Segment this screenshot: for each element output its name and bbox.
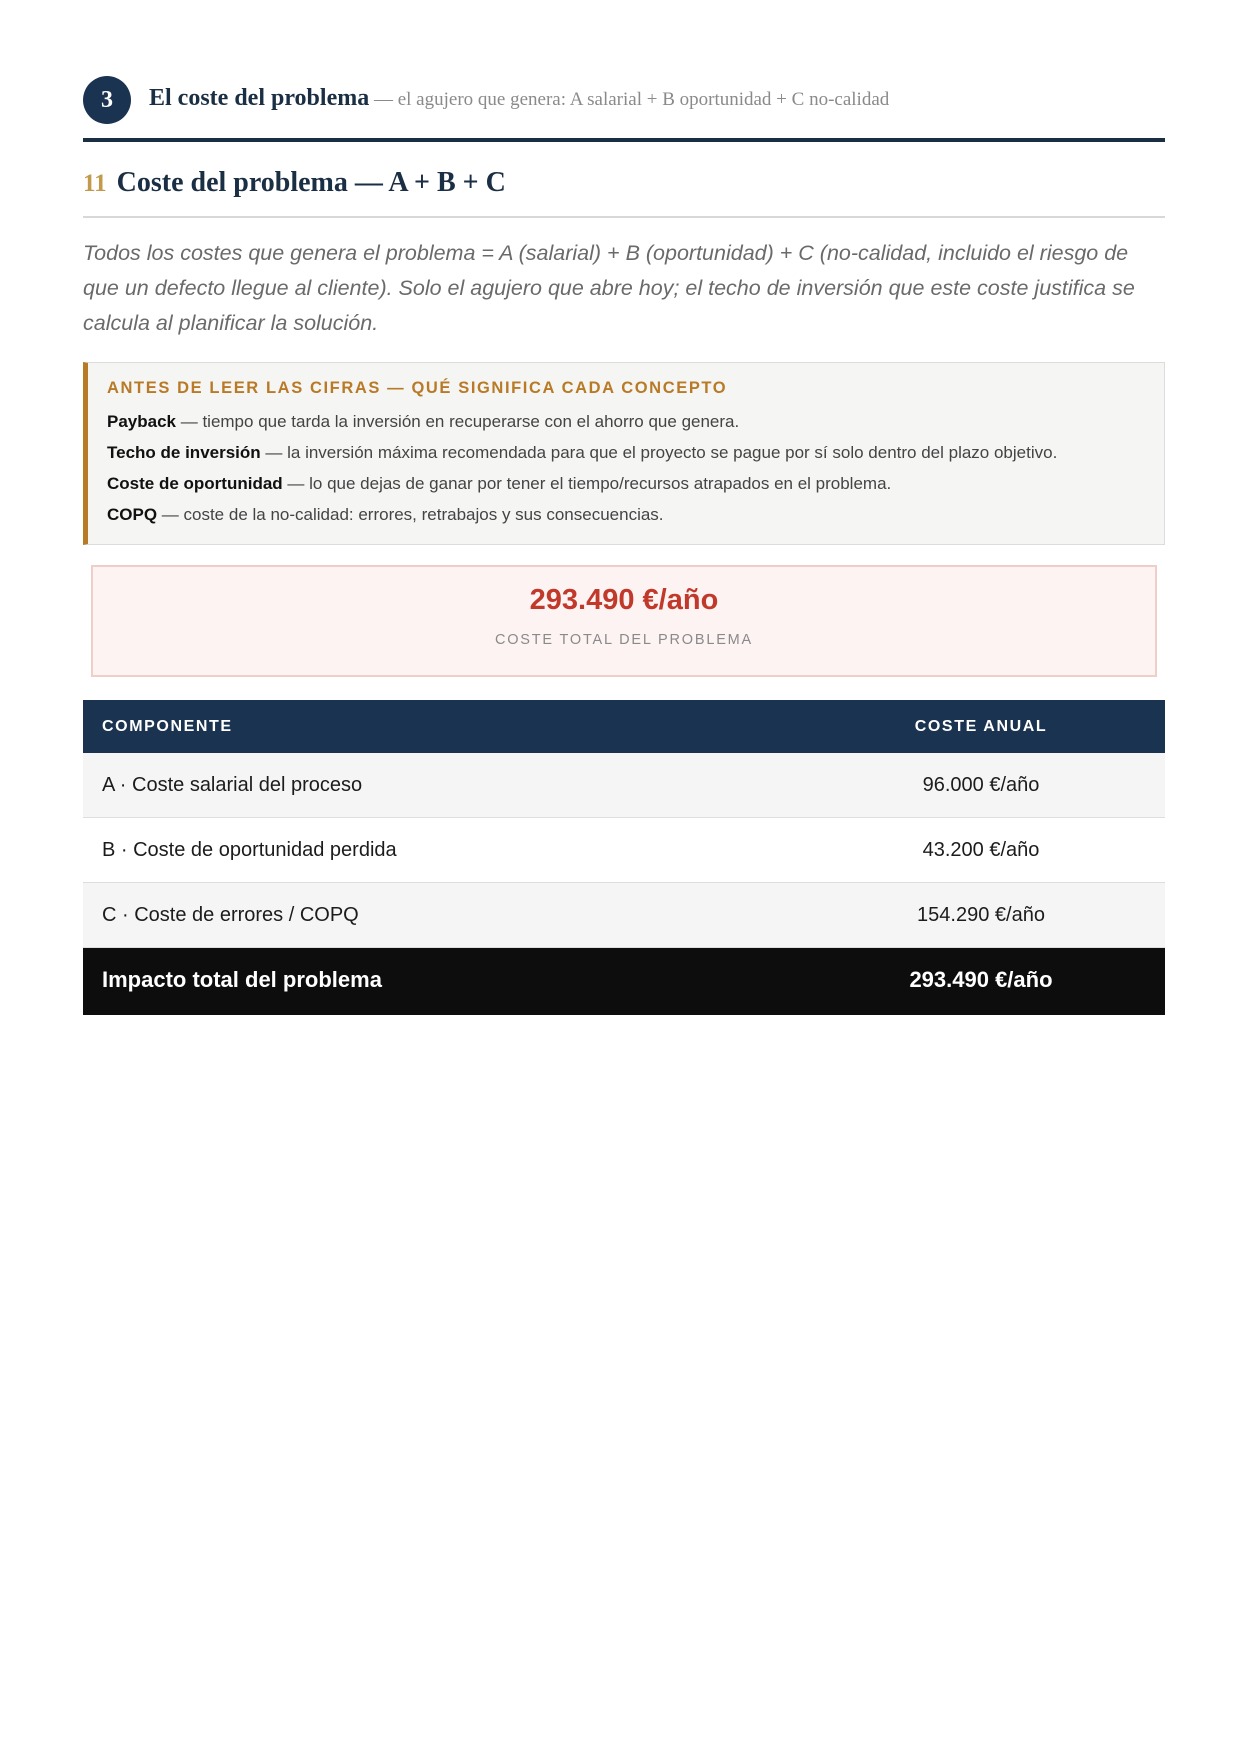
table-row xyxy=(83,753,1165,818)
glossary-item xyxy=(107,437,1146,468)
glossary-term: COPQ xyxy=(107,505,158,524)
section-number-badge: 3 xyxy=(83,76,131,124)
subsection-title: Coste del problema — A + B + C xyxy=(116,167,506,198)
section-subtitle: — el agujero que genera: A salarial + B oportunidad + C no-calidad xyxy=(369,89,890,110)
intro-paragraph: Todos los costes que genera el problema = A (salarial) + B (oportunidad) + C (no-calidad, incluido el riesgo de que un defecto llegue al cliente). Solo el agujero que abre hoy; el techo de inversión que este coste justifica se calcula al planificar la solución. xyxy=(83,241,1135,335)
total-cost-highlight xyxy=(91,565,1157,677)
total-cost-value: 293.490 €/año xyxy=(529,584,719,616)
section-title-text: El coste del problema xyxy=(149,85,370,111)
column-header-component: COMPONENTE xyxy=(83,700,797,753)
glossary-definition: — lo que dejas de ganar por tener el tiempo/recursos atrapados en el problema. xyxy=(282,474,892,493)
subsection-heading xyxy=(83,167,1165,218)
column-header-cost: COSTE ANUAL xyxy=(797,700,1165,753)
glossary-definition: — coste de la no-calidad: errores, retrabajos y sus consecuencias. xyxy=(157,505,664,524)
subsection-number: 11 xyxy=(83,170,107,197)
section-title xyxy=(149,85,889,112)
glossary-item xyxy=(107,499,1146,530)
component-cell: B · Coste de oportunidad perdida xyxy=(83,818,797,883)
glossary-item xyxy=(107,468,1146,499)
glossary-item xyxy=(107,406,1146,437)
component-cell: A · Coste salarial del proceso xyxy=(83,753,797,818)
table-row xyxy=(83,883,1165,948)
glossary-term: Coste de oportunidad xyxy=(107,474,283,493)
total-cost-label: COSTE TOTAL DEL PROBLEMA xyxy=(494,632,754,648)
glossary-title: ANTES DE LEER LAS CIFRAS — QUÉ SIGNIFICA CADA CONCEPTO xyxy=(107,379,728,397)
table-row xyxy=(83,818,1165,883)
total-label-cell: Impacto total del problema xyxy=(83,948,797,1014)
glossary-definition: — tiempo que tarda la inversión en recuperarse con el ahorro que genera. xyxy=(176,412,740,431)
cost-table xyxy=(83,700,1165,1015)
table-total-row xyxy=(83,948,1165,1014)
cost-cell: 154.290 €/año xyxy=(797,883,1165,948)
cost-cell: 96.000 €/año xyxy=(797,753,1165,818)
component-cell: C · Coste de errores / COPQ xyxy=(83,883,797,948)
glossary-definition: — la inversión máxima recomendada para que el proyecto se pague por sí solo dentro del plazo objetivo. xyxy=(260,443,1058,462)
section-header xyxy=(83,76,1165,142)
glossary-term: Payback xyxy=(107,412,176,431)
table-header-row xyxy=(83,700,1165,753)
total-cost-cell: 293.490 €/año xyxy=(797,948,1165,1014)
cost-cell: 43.200 €/año xyxy=(797,818,1165,883)
glossary-term: Techo de inversión xyxy=(107,443,261,462)
glossary-box xyxy=(83,362,1165,545)
